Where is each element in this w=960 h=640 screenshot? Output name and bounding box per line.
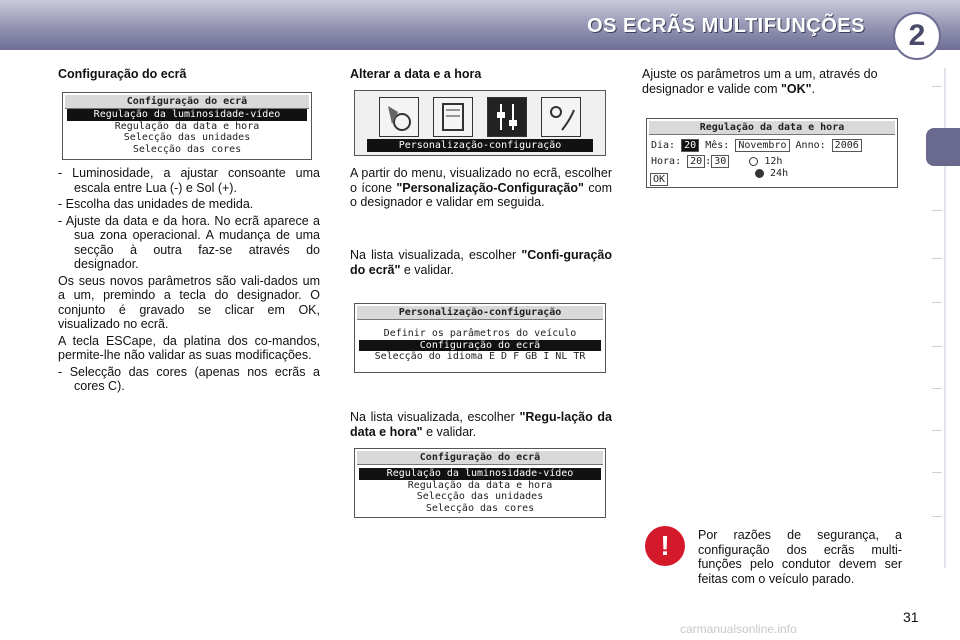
screen-title: Personalização-configuração — [357, 306, 603, 320]
paragraph — [642, 67, 904, 96]
emphasis: "Regu-lação da data e hora" — [350, 410, 612, 439]
paragraph — [350, 410, 612, 439]
lang-flag: GB — [525, 351, 538, 362]
text: . — [811, 81, 816, 96]
radio-12h-icon[interactable] — [749, 157, 758, 166]
warning-text: Por razões de segurança, a configuração dos ecrãs multi-funções pelo condutor devem ser feitas com o veículo parado. — [698, 528, 902, 586]
month-label: Mês: — [705, 140, 730, 151]
hour-field[interactable]: 20 — [687, 155, 705, 168]
screen-item: Definir os parâmetros do veículo — [383, 328, 577, 339]
screen-item: Regulação da data e hora — [114, 120, 260, 132]
emphasis: "Confi-guração do ecrã" — [350, 248, 612, 277]
column-1 — [58, 67, 320, 84]
text: e validar. — [400, 262, 454, 277]
screen-item: Regulação da data e hora — [407, 479, 553, 491]
screen-config-ecra-2 — [354, 448, 606, 518]
column-1-body — [58, 166, 320, 396]
year-label: Anno: — [795, 140, 826, 151]
text: Selecção do idioma — [374, 351, 483, 362]
minute-field[interactable]: 30 — [711, 155, 729, 168]
hour-label: Hora: — [651, 156, 682, 167]
side-rule — [932, 430, 942, 431]
side-rule — [932, 346, 942, 347]
screen-item: Selecção das cores — [132, 143, 242, 155]
warning-icon: ! — [645, 526, 685, 566]
paragraph — [350, 166, 612, 210]
format-row — [755, 168, 788, 179]
screen-title: Configuração do ecrã — [65, 95, 309, 109]
side-rule — [932, 258, 942, 259]
lang-flag: I — [543, 351, 550, 362]
screen-item — [359, 351, 601, 363]
side-rule — [932, 302, 942, 303]
option-24h: 24h — [770, 168, 789, 179]
chapter-side-tab — [926, 128, 960, 166]
paragraph: Os seus novos parâmetros são vali-dados um a um, premindo a tecla do designador. O conjunto é gravado se clicar em OK, visualizado no ecrã. — [58, 273, 320, 331]
day-field[interactable]: 20 — [681, 139, 699, 152]
radio-24h-icon[interactable] — [755, 169, 764, 178]
warning-note — [698, 528, 902, 588]
column-2 — [350, 67, 612, 84]
ok-button[interactable]: OK — [650, 173, 668, 186]
music-icon — [379, 97, 419, 137]
screen-config-ecra — [62, 92, 312, 160]
lang-flag: E — [488, 351, 495, 362]
lang-flag: NL — [555, 351, 568, 362]
page-header — [0, 0, 960, 50]
lang-flag: F — [513, 351, 520, 362]
vehicle-info-icon — [433, 97, 473, 137]
screen-item: Selecção das unidades — [416, 491, 544, 502]
bullet-item: - Selecção das cores (apenas nos ecrãs a cores C). — [58, 364, 320, 393]
side-rule — [932, 86, 942, 87]
paragraph — [350, 248, 612, 277]
screen-item: Configuração do ecrã — [359, 340, 601, 352]
lang-flag: D — [501, 351, 508, 362]
day-label: Dia: — [651, 140, 676, 151]
text: Ajuste os parâmetros um a um, através do designador e valide com — [642, 67, 878, 96]
emphasis: "OK" — [780, 81, 812, 96]
watermark: carmanualsonline.info — [680, 622, 797, 636]
chapter-badge: 2 — [893, 12, 941, 60]
column-2-p2 — [350, 248, 612, 279]
section-heading: Alterar a data e a hora — [350, 67, 482, 81]
column-2-p3 — [350, 410, 612, 441]
paragraph: A tecla ESCape, da platina dos co-mandos, permite-lhe não validar as suas modificações. — [58, 333, 320, 362]
text: Na lista visualizada, escolher — [350, 410, 520, 424]
side-rule — [932, 388, 942, 389]
section-heading: Configuração do ecrã — [58, 67, 187, 81]
screen-item: Regulação da luminosidade-vídeo — [359, 468, 601, 480]
side-rule — [932, 516, 942, 517]
text: Na lista visualizada, escolher — [350, 248, 522, 262]
lang-flag: TR — [573, 351, 586, 362]
page-number: 31 — [903, 609, 919, 625]
year-field[interactable]: 2006 — [832, 139, 862, 152]
settings-sliders-icon — [487, 97, 527, 137]
time-row: Hora: 20 : 30 12h — [651, 156, 783, 167]
text: com o designador e validar em seguida. — [350, 180, 612, 209]
month-field[interactable]: Novembro — [735, 139, 789, 152]
brightness-icon — [541, 97, 581, 137]
screen-title: Configuração do ecrã — [357, 451, 603, 465]
text: e validar. — [422, 424, 477, 439]
screen-item: Selecção das cores — [425, 502, 535, 514]
bullet-item: - Escolha das unidades de medida. — [58, 197, 254, 211]
screen-title: Regulação da data e hora — [649, 121, 895, 135]
bullet-item: - Luminosidade, a ajustar consoante uma escala entre Lua (-) e Sol (+). — [58, 166, 320, 195]
emphasis: "Personalização-Configuração" — [396, 180, 584, 195]
column-2-p1 — [350, 166, 612, 212]
screen-data-hora — [646, 118, 898, 188]
screen-item: Regulação da luminosidade-vídeo — [67, 109, 307, 121]
bullet-item: - Ajuste da data e da hora. No ecrã aparece a sua zona operacional. A mudança de uma secção à outra faz-se através do designador. — [58, 213, 320, 271]
screen-icon-menu — [354, 90, 606, 156]
page-title: OS ECRÃS MULTIFUNÇÕES — [587, 15, 865, 37]
column-3 — [642, 67, 904, 98]
side-rule — [932, 472, 942, 473]
text: A partir do menu, visualizado no ecrã, escolher o ícone — [350, 166, 612, 195]
screen-label: Personalização-configuração — [367, 139, 593, 152]
screen-item: Selecção das unidades — [123, 132, 251, 143]
date-row — [651, 139, 862, 152]
side-rule — [932, 210, 942, 211]
screen-personalizacao — [354, 303, 606, 373]
option-12h: 12h — [764, 156, 783, 167]
